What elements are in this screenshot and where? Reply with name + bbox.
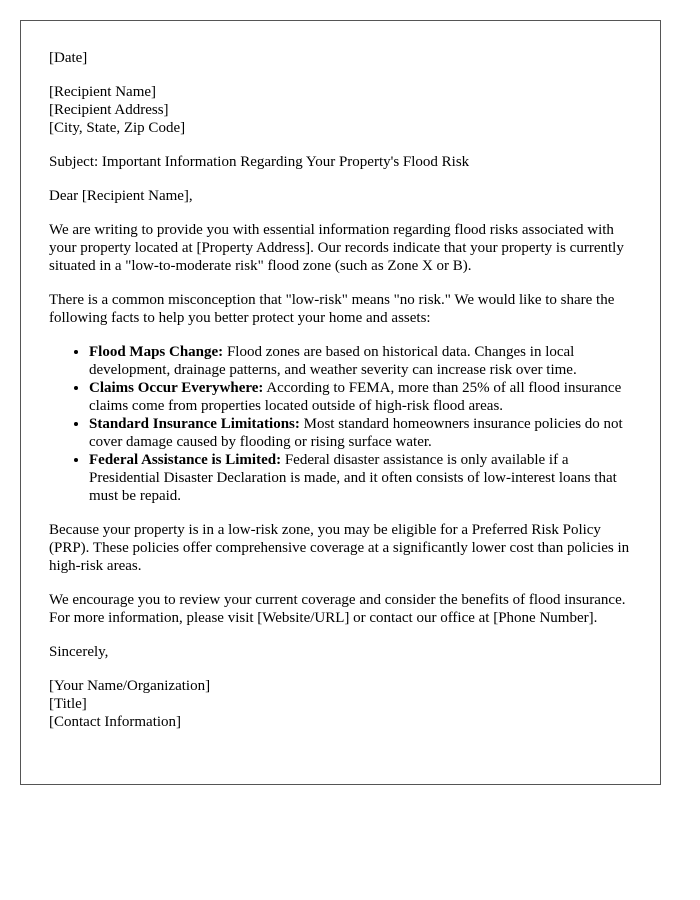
encourage-paragraph: We encourage you to review your current coverage and consider the benefits of flood insurance. For more information, please visit [Website/URL] or contact our office at [Phone Number]. — [49, 592, 626, 626]
fact-title: Flood Maps Change: — [89, 344, 224, 360]
fact-title: Claims Occur Everywhere: — [89, 380, 264, 396]
fact-title: Federal Assistance is Limited: — [89, 452, 282, 468]
recipient-name: [Recipient Name] — [49, 84, 157, 100]
signature-name: [Your Name/Organization] — [49, 678, 211, 694]
letter-date: [Date] — [49, 50, 88, 66]
fact-text: Most standard homeowners insurance policies do not cover damage caused by flooding or rising surface water. — [89, 416, 623, 450]
fact-text: Flood zones are based on historical data. Changes in local development, drainage patterns, and weather severity can increase risk over time. — [89, 344, 577, 378]
signature-contact: [Contact Information] — [49, 714, 182, 730]
intro-paragraph: We are writing to provide you with essential information regarding flood risks associated with your property located at [Property Address]. Our records indicate that your property is currently situated in a "low-to-moderate risk" flood zone (such as Zone X or B). — [49, 222, 624, 274]
recipient-address: [Recipient Address] — [49, 102, 169, 118]
list-item — [89, 415, 632, 451]
letter-closing: Sincerely, — [49, 644, 109, 660]
prp-paragraph: Because your property is in a low-risk zone, you may be eligible for a Preferred Risk Policy (PRP). These policies offer comprehensive coverage at a significantly lower cost than policies in high-risk areas. — [49, 522, 630, 574]
letter-subject: Subject: Important Information Regarding Your Property's Flood Risk — [49, 154, 470, 170]
list-item — [89, 379, 632, 415]
letter-greeting: Dear [Recipient Name], — [49, 188, 193, 204]
list-item — [89, 451, 632, 505]
signature-title: [Title] — [49, 696, 87, 712]
letter-document — [20, 20, 661, 785]
signature-block — [49, 677, 632, 731]
list-item — [89, 343, 632, 379]
recipient-city: [City, State, Zip Code] — [49, 120, 186, 136]
fact-title: Standard Insurance Limitations: — [89, 416, 300, 432]
misconception-paragraph: There is a common misconception that "low-risk" means "no risk." We would like to share the following facts to help you better protect your home and assets: — [49, 292, 615, 326]
fact-text: Federal disaster assistance is only available if a Presidential Disaster Declaration is made, and it often consists of low-interest loans that must be repaid. — [89, 452, 617, 504]
facts-list — [49, 343, 632, 505]
recipient-block — [49, 83, 632, 137]
fact-text: According to FEMA, more than 25% of all flood insurance claims come from properties located outside of high-risk flood areas. — [89, 380, 622, 414]
